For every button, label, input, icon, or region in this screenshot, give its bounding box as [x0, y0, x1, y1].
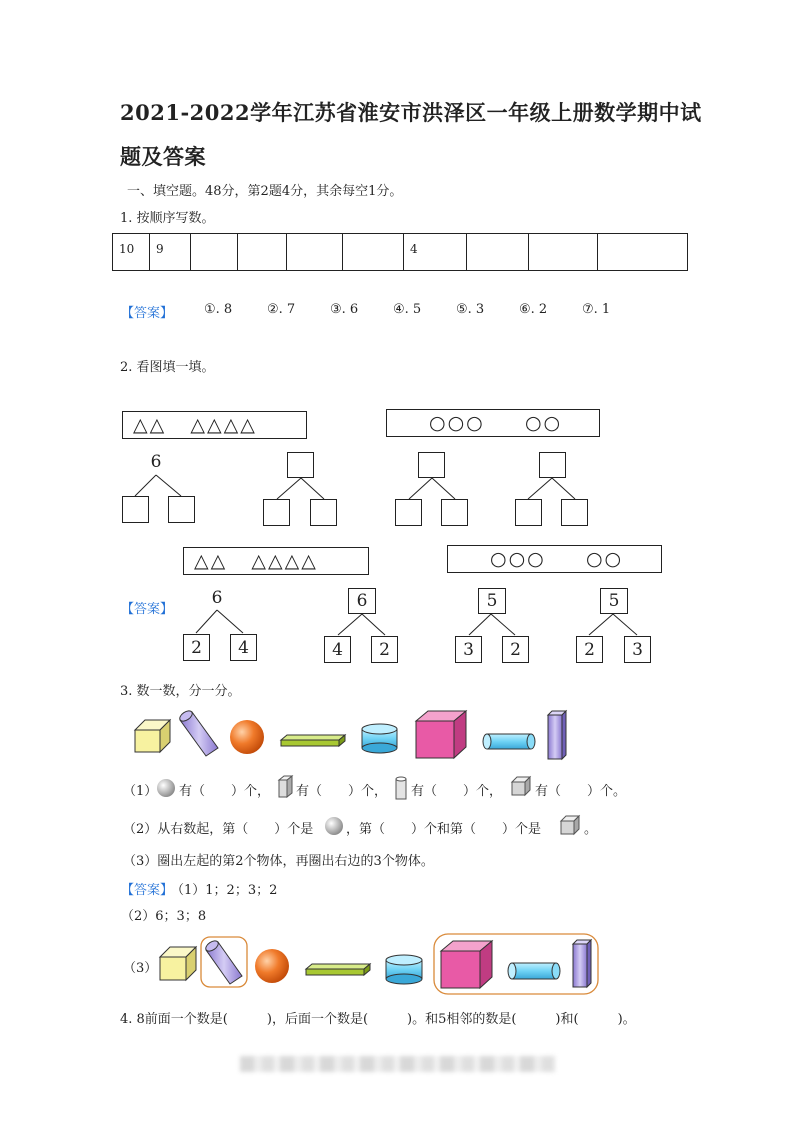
blue-cylinder	[362, 724, 397, 753]
circle-group-a: ○○○	[490, 548, 546, 570]
tree-top-number: 6	[211, 588, 223, 608]
yellow-cube	[135, 720, 170, 752]
q3-sub3-text: （3）圈出左起的第2个物体，再圈出右边的3个物体。	[123, 854, 434, 869]
question-3: 3. 数一数，分一分。	[120, 684, 241, 699]
q3-sub2-text: ，第（ ）个和第（ ）个是	[346, 822, 542, 837]
tree-answer-box: 4	[324, 636, 351, 663]
answer-label: 【答案】	[121, 602, 174, 617]
blue-cylinder	[386, 955, 422, 984]
seq-cell[interactable]: 10	[113, 234, 150, 271]
horizontal-cylinder	[483, 734, 535, 749]
pink-cube	[416, 711, 466, 758]
green-bar	[281, 735, 345, 746]
green-bar	[306, 964, 370, 975]
q3-answer-3-label: （3）	[123, 961, 158, 976]
page-title-line1: 2021-2022学年江苏省淮安市洪泽区一年级上册数学期中试	[120, 100, 702, 125]
answer-label: 【答案】	[121, 306, 174, 321]
q1-answer: ③. 6	[330, 302, 359, 317]
page-title-line2: 题及答案	[120, 144, 206, 169]
q3-answer-1: （1）1；2；3；2	[171, 883, 278, 898]
horizontal-cylinder	[508, 963, 560, 979]
q3-sub1-text: 有（ ）个，	[179, 784, 271, 799]
purple-prism	[548, 711, 566, 759]
q1-answer: ⑦. 1	[582, 302, 611, 317]
circle-group-a: ○○○	[429, 412, 485, 434]
tree-answer-box: 3	[455, 636, 482, 663]
tree-answer-box: 2	[371, 636, 398, 663]
q3-sub1-text: 有（ ）个，	[411, 784, 503, 799]
triangle-group-b: △△△△	[190, 414, 257, 436]
circle-group-b: ○○	[585, 548, 624, 570]
triangle-group-a: △△	[133, 414, 167, 436]
q1-answer: ④. 5	[393, 302, 422, 317]
seq-cell[interactable]: 9	[150, 234, 191, 271]
q3-sub1-prefix: （1）	[123, 784, 158, 799]
answer-label: 【答案】	[121, 883, 174, 898]
gray-cube-icon	[512, 777, 530, 795]
tree-top-number: 6	[150, 452, 162, 472]
q1-answer: ①. 8	[204, 302, 233, 317]
tree-answer-box: 3	[624, 636, 651, 663]
q3-sub1-text: 有（ ）个，	[296, 784, 388, 799]
q1-answer: ⑥. 2	[519, 302, 548, 317]
tree-answer-box: 5	[600, 588, 628, 614]
q1-answer: ②. 7	[267, 302, 296, 317]
pink-cube	[441, 941, 492, 988]
tree-answer-box: 5	[478, 588, 506, 614]
purple-prism	[573, 940, 591, 987]
purple-cylinder	[178, 709, 218, 756]
gray-cube-icon	[561, 816, 579, 834]
blurred-watermark	[240, 1056, 556, 1072]
gray-sphere-icon	[325, 817, 343, 835]
triangle-group-b: △△△△	[251, 550, 318, 572]
question-1: 1. 按顺序写数。	[120, 211, 215, 226]
q1-answer: ⑤. 3	[456, 302, 485, 317]
tree-answer-box: 4	[230, 634, 257, 661]
tree-answer-box: 2	[183, 634, 210, 661]
q3-sub2-text: （2）从右数起，第（ ）个是	[123, 822, 314, 837]
tree-answer-box: 2	[502, 636, 529, 663]
purple-cylinder	[204, 939, 242, 984]
orange-sphere	[255, 949, 289, 983]
orange-sphere	[230, 720, 264, 754]
tree-answer-box: 6	[348, 588, 376, 614]
triangle-group-a: △△	[194, 550, 228, 572]
gray-sphere-icon	[157, 779, 175, 797]
q3-answer-2: （2）6；3；8	[121, 909, 207, 924]
seq-cell[interactable]: 4	[404, 234, 467, 271]
section-heading: 一、填空题。48分，第2题4分，其余每空1分。	[127, 184, 403, 199]
tree-answer-box: 2	[576, 636, 603, 663]
gray-cylinder-icon	[396, 777, 406, 799]
q3-sub1-text: 有（ ）个。	[535, 784, 627, 799]
gray-prism-icon	[279, 776, 292, 797]
q3-sub2-text: 。	[584, 822, 598, 837]
question-2: 2. 看图填一填。	[120, 360, 215, 375]
circle-group-b: ○○	[524, 412, 563, 434]
yellow-cube	[160, 947, 196, 980]
question-4: 4. 8前面一个数是( )，后面一个数是( )。和5相邻的数是( )和( )。	[120, 1012, 636, 1027]
